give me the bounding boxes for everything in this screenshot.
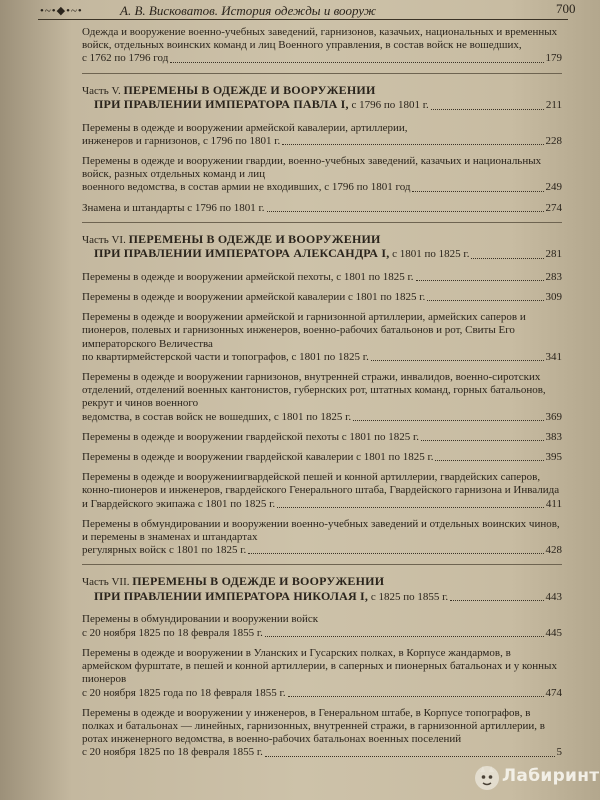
toc-page-number: 274 — [545, 201, 562, 214]
toc-entry-tail: и Гвардейского экипажа с 1801 по 1825 г. — [82, 497, 276, 510]
part-label: Часть V. — [82, 84, 121, 97]
leader-dots — [421, 440, 544, 441]
toc-entry-last-line — [82, 627, 562, 640]
toc-page-number: 179 — [545, 52, 562, 65]
part-subtitle-line — [82, 98, 562, 113]
toc-page-number: 474 — [545, 686, 562, 699]
part-title: ПЕРЕМЕНЫ В ОДЕЖДЕ И ВООРУЖЕНИИ — [128, 231, 381, 246]
toc-entry-text: Перемены в одежде и вооружениигвардейской пешей и конной артиллерии, гвардейских саперов, конно-пионеров и инженеров, гвардейского Генерального штаба, Гвардейского гарнизона и Инвалида — [82, 471, 560, 497]
toc-entry-last-line — [82, 451, 562, 464]
leader-dots — [471, 258, 543, 259]
toc-page-number: 445 — [545, 626, 562, 639]
toc-page-number: 411 — [545, 497, 562, 510]
header-title: А. В. Висковатов. История одежды и вооруж — [120, 3, 376, 18]
toc-page-number: 281 — [545, 248, 562, 261]
toc-entry[interactable] — [82, 471, 562, 511]
leader-dots — [450, 600, 543, 601]
toc-entry-last-line — [82, 498, 562, 511]
toc-entry[interactable] — [82, 26, 562, 66]
toc-entry[interactable] — [82, 371, 562, 424]
leader-dots — [282, 144, 543, 145]
toc-page-number: 249 — [545, 181, 562, 194]
part-title-line — [82, 84, 562, 99]
toc-entry-tail: ведомства, в состав войск не вошедших, с 1801 по 1825 г. — [82, 410, 352, 423]
toc-entry-text: Перемены в обмундировании и вооружении войск — [82, 613, 319, 626]
table-of-contents — [82, 26, 562, 767]
toc-entry[interactable] — [82, 518, 562, 558]
part-title-line — [82, 233, 562, 248]
toc-entry-last-line — [82, 202, 562, 215]
toc-entry-last-line — [82, 746, 562, 759]
toc-entry-tail: с 20 ноября 1825 года по 18 февраля 1855 г. — [82, 686, 286, 699]
part-title-reign: ПРИ ПРАВЛЕНИИ ИМПЕРАТОРА ПАВЛА I, — [94, 97, 349, 112]
labirint-watermark — [472, 760, 600, 794]
toc-entry[interactable] — [82, 122, 562, 148]
toc-page-number: 5 — [556, 746, 562, 759]
toc-entry[interactable] — [82, 451, 562, 464]
part-title: ПЕРЕМЕНЫ В ОДЕЖДЕ И ВООРУЖЕНИИ — [123, 82, 376, 97]
toc-entry-text: Перемены в одежде и вооружении гарнизонов, внутренней стражи, инвалидов, военно-сиротских отделений, отделений военных кантонистов, губернских рот, штатных команд, горных батальонов, рекрут и чинов военного — [82, 371, 546, 410]
toc-entry-tail: Перемены в одежде и вооружении армейской кавалерии с 1801 по 1825 г. — [82, 291, 426, 304]
toc-entry-tail: по квартирмейстерской части и топографов, с 1801 по 1825 г. — [82, 350, 369, 363]
toc-entry-tail: Перемены в одежде и вооружении гвардейской пехоты с 1801 по 1825 г. — [82, 430, 419, 443]
leader-dots — [427, 300, 543, 301]
leader-dots — [288, 696, 544, 697]
toc-entry-text: Перемены в одежде и вооружении армейской и гарнизонной артиллерии, армейских саперов и пионеров, полевых и гарнизонных инженеров, военно-рабочих батальонов и рот, Свиты Его императорского Величества — [82, 311, 526, 350]
toc-entry-last-line — [82, 135, 562, 148]
toc-entry-tail: с 20 ноября 1825 по 18 февраля 1855 г. — [82, 626, 263, 639]
toc-entry[interactable] — [82, 271, 562, 284]
toc-entry-tail: регулярных войск с 1801 по 1825 г. — [82, 544, 247, 557]
leader-dots — [277, 507, 544, 508]
watermark-text: Лабиринт — [502, 766, 600, 786]
leader-dots — [353, 420, 543, 421]
part-years: с 1796 по 1801 г. — [351, 99, 429, 112]
toc-entry[interactable] — [82, 613, 562, 639]
toc-entry-text: Одежда и вооружение военно-учебных заведений, гарнизонов, казачьих, национальных и временных войск, отдельных воинских команд и лиц Военного управления, в состав войск не вошедших, — [82, 26, 558, 52]
toc-part-heading[interactable] — [82, 84, 562, 113]
toc-entry-tail: Перемены в одежде и вооружении армейской пехоты, с 1801 по 1825 г. — [82, 270, 414, 283]
toc-page-number: 383 — [545, 430, 562, 443]
toc-entry-last-line — [82, 291, 562, 304]
header-ornament: •~•◆•~• — [40, 5, 83, 17]
part-title-reign: ПРИ ПРАВЛЕНИИ ИМПЕРАТОРА НИКОЛАЯ I, — [94, 588, 369, 603]
leader-dots — [267, 211, 544, 212]
toc-entry-last-line — [82, 52, 562, 65]
toc-page-number: 283 — [545, 270, 562, 283]
toc-entry-text: Перемены в одежде и вооружении у инженеров, в Генеральном штабе, в Корпусе топографов, в полках и батальонах — линейных, гарнизонных, внутренней стражи, в гарнизонной артиллерии, в ротах инженерного ведомства, в военно-рабочих батальонах военных поселений — [82, 706, 545, 746]
part-title-line — [82, 575, 562, 590]
toc-entry-last-line — [82, 687, 562, 700]
leader-dots — [248, 553, 543, 554]
part-years: с 1825 по 1855 г. — [370, 590, 449, 603]
toc-entry[interactable] — [82, 311, 562, 364]
leader-dots — [371, 360, 544, 361]
leader-dots — [265, 636, 544, 637]
toc-entry-tail: Знамена и штандарты с 1796 по 1801 г. — [82, 201, 265, 214]
minotaur-logo-icon — [472, 762, 502, 792]
leader-dots — [265, 756, 555, 757]
part-subtitle-line — [82, 247, 562, 262]
toc-entry-text: Перемены в одежде и вооружении армейской кавалерии, артиллерии, — [82, 121, 408, 134]
toc-entry-tail: военного ведомства, в состав армии не входивших, с 1796 по 1801 год — [82, 181, 411, 194]
toc-entry-last-line — [82, 351, 562, 364]
toc-entry[interactable] — [82, 291, 562, 304]
toc-entry[interactable] — [82, 707, 562, 760]
leader-dots — [170, 62, 543, 63]
toc-entry[interactable] — [82, 202, 562, 215]
toc-entry-text: Перемены в одежде и вооружении гвардии, военно-учебных заведений, казачьих и национальных войск, разных отдельных команд и лиц — [82, 155, 542, 181]
toc-part-heading[interactable] — [82, 575, 562, 604]
toc-page-number: 428 — [545, 544, 562, 557]
section-divider — [82, 73, 562, 74]
part-title: ПЕРЕМЕНЫ В ОДЕЖДЕ И ВООРУЖЕНИИ — [132, 574, 385, 589]
toc-page-number: 369 — [545, 410, 562, 423]
toc-entry-tail: с 1762 по 1796 год — [82, 52, 169, 65]
toc-page-number: 228 — [545, 134, 562, 147]
toc-entry-last-line — [82, 544, 562, 557]
section-divider — [82, 564, 562, 565]
toc-entry-tail: с 20 ноября 1825 по 18 февраля 1855 г. — [82, 746, 263, 759]
toc-page-number: 395 — [545, 451, 562, 464]
toc-entry-last-line — [82, 431, 562, 444]
header-rule — [38, 19, 568, 20]
section-divider — [82, 222, 562, 223]
leader-dots — [435, 460, 543, 461]
part-label: Часть VII. — [82, 576, 130, 589]
toc-page-number: 309 — [545, 291, 562, 304]
toc-entry-tail: инженеров и гарнизонов, с 1796 по 1801 г. — [82, 134, 281, 147]
part-title-reign: ПРИ ПРАВЛЕНИИ ИМПЕРАТОРА АЛЕКСАНДРА I, — [94, 246, 390, 261]
toc-entry[interactable] — [82, 647, 562, 700]
toc-entry-tail: Перемены в одежде и вооружении гвардейской кавалерии с 1801 по 1825 г. — [82, 451, 434, 464]
toc-entry-last-line — [82, 271, 562, 284]
part-label: Часть VI. — [82, 233, 126, 246]
toc-part-heading[interactable] — [82, 233, 562, 262]
toc-entry-last-line — [82, 181, 562, 194]
toc-page-number: 211 — [545, 99, 562, 112]
toc-page-number: 443 — [545, 590, 562, 603]
toc-entry[interactable] — [82, 431, 562, 444]
toc-entry-last-line — [82, 411, 562, 424]
running-header — [0, 0, 600, 22]
toc-entry[interactable] — [82, 155, 562, 195]
toc-entry-text: Перемены в одежде и вооружении в Уланских и Гусарских полках, в Корпусе жандармов, в армейском фурштате, в пешей и конной артиллерии, в саперных и пионерных батальонах и у конных пионеров — [82, 646, 557, 686]
page-number: 700 — [556, 1, 576, 16]
leader-dots — [431, 109, 544, 110]
toc-page-number: 341 — [545, 350, 562, 363]
leader-dots — [416, 280, 544, 281]
toc-entry-text: Перемены в обмундировании и вооружении военно-учебных заведений и отдельных воинских чинов, и перемены в знаменах и штандартах — [82, 517, 560, 544]
part-subtitle-line — [82, 590, 562, 605]
leader-dots — [412, 191, 543, 192]
part-years: с 1801 по 1825 г. — [392, 248, 470, 261]
